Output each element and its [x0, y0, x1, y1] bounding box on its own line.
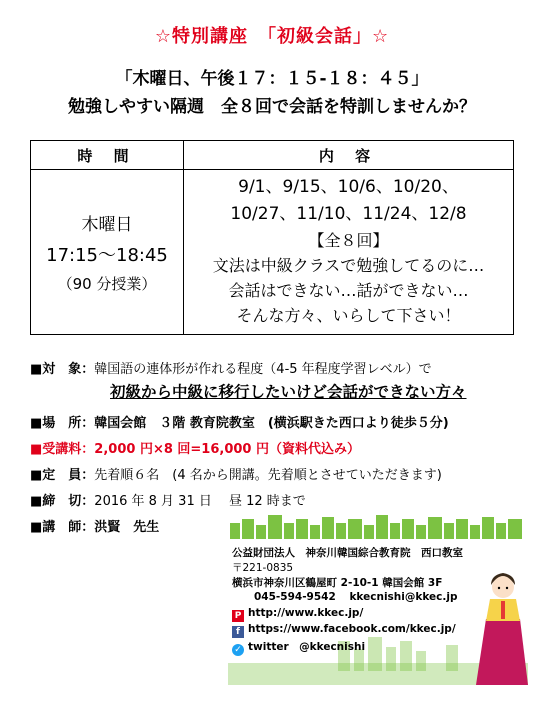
place-row — [30, 412, 449, 431]
schedule-subtitle: 「木曜日、午後１７：１５-１８：４５」 — [115, 69, 429, 89]
address: 横浜市神奈川区鶴屋町 2-10-1 韓国会館 3F — [232, 577, 443, 589]
teacher-row — [30, 516, 159, 535]
capacity-row — [30, 464, 442, 483]
zip-code: 〒221-0835 — [232, 562, 294, 574]
twitter-icon: ✓ — [232, 644, 244, 656]
class-duration: （90 分授業） — [57, 275, 157, 293]
place-text: 韓国会館 ３階 教育院教室 (横浜駅きた西口より徒歩５分) — [94, 416, 449, 431]
deadline-row — [30, 490, 306, 509]
target-label: ■対 象： — [30, 362, 95, 377]
facebook-icon: f — [232, 626, 244, 638]
hanbok-woman-illustration — [476, 573, 528, 685]
description-line-3: そんな方々、いらして下さい！ — [236, 306, 461, 325]
capacity-label: ■定 員： — [30, 468, 95, 483]
session-count: 【全８回】 — [308, 231, 389, 250]
web-icon: P — [232, 610, 244, 622]
target-emphasis: 初級から中級に移行したいけど会話ができない方々 — [110, 383, 467, 401]
time-cell — [31, 170, 184, 335]
phone-number: 045-594-9542 — [254, 591, 336, 603]
deadline-text: 2016 年 8 月 31 日 昼 12 時まで — [94, 494, 306, 509]
page-title: ☆特別講座 「初級会話」☆ — [154, 26, 390, 47]
target-row — [30, 358, 432, 377]
content-cell — [184, 170, 514, 335]
fee-label: ■受講料： — [30, 442, 95, 457]
website-link[interactable]: http://www.kkec.jp/ — [248, 607, 364, 619]
facebook-link[interactable]: https://www.facebook.com/kkec.jp/ — [248, 623, 456, 635]
dates-line-1: 9/1、9/15、10/6、10/20、 — [238, 177, 459, 197]
org-name: 公益財団法人 神奈川韓国綜合教育院 西口教室 — [232, 547, 463, 559]
teacher-text: 洪賢 先生 — [94, 520, 160, 535]
email-link[interactable]: kkecnishi@kkec.jp — [349, 591, 458, 603]
header-time: 時 間 — [31, 141, 184, 170]
facebook-line — [232, 623, 456, 638]
tagline: 勉強しやすい隔週 全８回で会話を特訓しませんか？ — [68, 97, 476, 117]
teacher-label: ■講 師： — [30, 520, 95, 535]
class-time: 17:15～18:45 — [46, 245, 168, 266]
contact-line — [254, 591, 458, 603]
twitter-handle[interactable]: twitter @kkecnishi — [248, 641, 366, 653]
description-line-2: 会話はできない…話ができない… — [228, 281, 469, 300]
target-text: 韓国語の連体形が作れる程度（4-5 年程度学習レベル）で — [94, 362, 432, 377]
contact-footer — [228, 513, 528, 689]
class-day: 木曜日 — [81, 215, 133, 235]
capacity-text: 先着順６名 (4 名から開講。先着順とさせていただきます) — [94, 468, 442, 483]
dates-line-2: 10/27、11/10、11/24、12/8 — [230, 204, 467, 224]
twitter-line — [232, 639, 365, 656]
header-content: 内 容 — [184, 141, 514, 170]
description-line-1: 文法は中級クラスで勉強してるのに… — [212, 256, 485, 275]
fee-text: 2,000 円×8 回=16,000 円（資料代込み） — [94, 442, 360, 457]
schedule-table — [30, 140, 514, 335]
place-label: ■場 所： — [30, 416, 95, 431]
website-line — [232, 607, 363, 622]
fee-row — [30, 438, 360, 457]
deadline-label: ■締 切： — [30, 494, 95, 509]
